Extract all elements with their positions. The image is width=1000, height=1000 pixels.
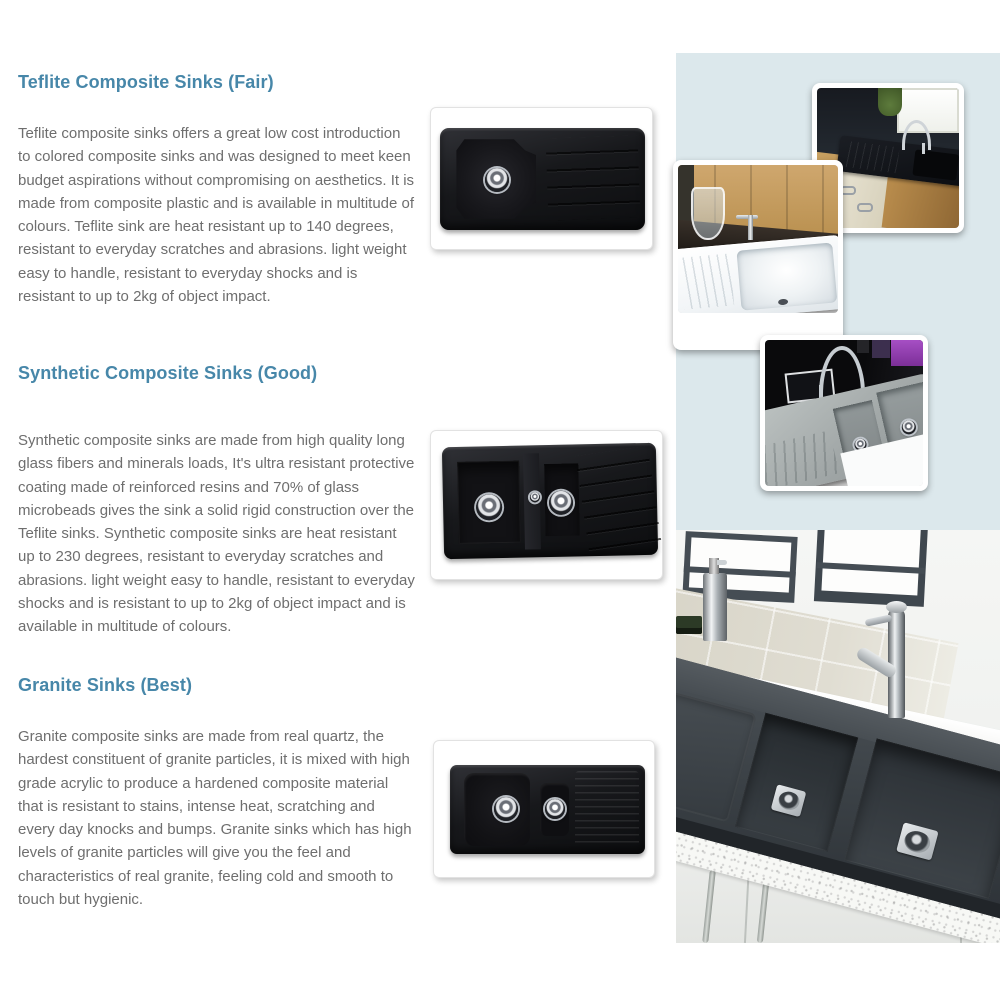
sink-drainer xyxy=(679,253,734,309)
section-heading-synthetic: Synthetic Composite Sinks (Good) xyxy=(18,363,318,383)
section-paragraph-granite: Granite composite sinks are made from real quartz, the hardest constituent of granite particles, it is mixed with high grade acrylic to produce a hardened composite material that is resistant to stains, intense heat, scratching and every day knocks and bumps. Granite sinks which has high levels of granite particles will give you the feel and characteristics of real granite, feeling cold and smooth to touch but hygienic. xyxy=(18,728,412,908)
glass-jug xyxy=(691,187,725,240)
section-paragraph-teflite: Teflite composite sinks offers a great low cost introduction to colored composite sinks and was designed to meet keen budget aspirations without compromising on aesthetics. It is made from composite plastic and is available in multitude of colours. Teflite sink are heat resistant up to 140 degrees, resistant to everyday scratches and abrasions. light weight easy to handle, resistant to everyday shocks and is resistant to up to 2kg of object impact. xyxy=(18,125,415,305)
photo-content xyxy=(678,165,838,313)
synthetic-sink-top xyxy=(442,443,658,559)
sink-bowl-left xyxy=(735,713,858,852)
sink-drainer xyxy=(842,141,900,173)
photo-anthracite-double-sink xyxy=(676,530,1000,943)
purple-accessory xyxy=(891,340,923,366)
counter-object xyxy=(676,616,702,634)
section-heading-granite: Granite Sinks (Best) xyxy=(18,675,193,695)
photo-grey-composite-sink xyxy=(760,335,928,491)
plant xyxy=(878,88,902,116)
soap-dispenser xyxy=(703,573,727,641)
white-sink xyxy=(678,235,838,313)
sink-drain-half xyxy=(545,799,565,819)
window-rail xyxy=(817,562,925,574)
teflite-sink-top xyxy=(440,128,645,230)
sink-drain xyxy=(485,168,509,192)
sink-drainer xyxy=(765,430,840,486)
window-right xyxy=(814,530,928,607)
bottle xyxy=(872,340,889,358)
product-image-synthetic-sink xyxy=(430,430,663,580)
granite-sink-top xyxy=(450,765,645,854)
bottle xyxy=(857,340,870,353)
product-image-teflite-sink xyxy=(430,107,653,250)
cabinet-handle xyxy=(857,203,873,212)
product-image-granite-sink xyxy=(433,740,655,878)
section-paragraph-synthetic: Synthetic composite sinks are made from high quality long glass fibers and minerals loads, It's ultra resistant protective coating made of reinforced resins and 70% of glass microbeads gives the sink a solid rigid construction over the Teflite sinks. Synthetic composite sinks are heat resistant up to 230 degrees, resistant to everyday scratches and abrasions. light weight easy to handle, resistant to everyday shocks and is resistant to up to 2kg of object impact and is available in multitude of colours. xyxy=(18,432,415,635)
photo-content xyxy=(765,340,923,486)
faucet-body xyxy=(748,215,753,240)
soap-dispenser-nozzle xyxy=(717,560,727,565)
sink-drainer xyxy=(545,136,640,221)
sink-drain-main xyxy=(494,797,518,821)
photo-white-ceramic-sink xyxy=(673,160,843,350)
section-heading-teflite: Teflite Composite Sinks (Fair) xyxy=(18,72,274,92)
sink-drainer xyxy=(575,446,661,554)
faucet-cap xyxy=(886,601,907,613)
sink-bowl xyxy=(912,149,959,180)
faucet-stem xyxy=(922,143,925,154)
sink-drainer xyxy=(575,771,639,848)
window-rail xyxy=(684,566,796,578)
faucet-spout xyxy=(736,215,758,219)
